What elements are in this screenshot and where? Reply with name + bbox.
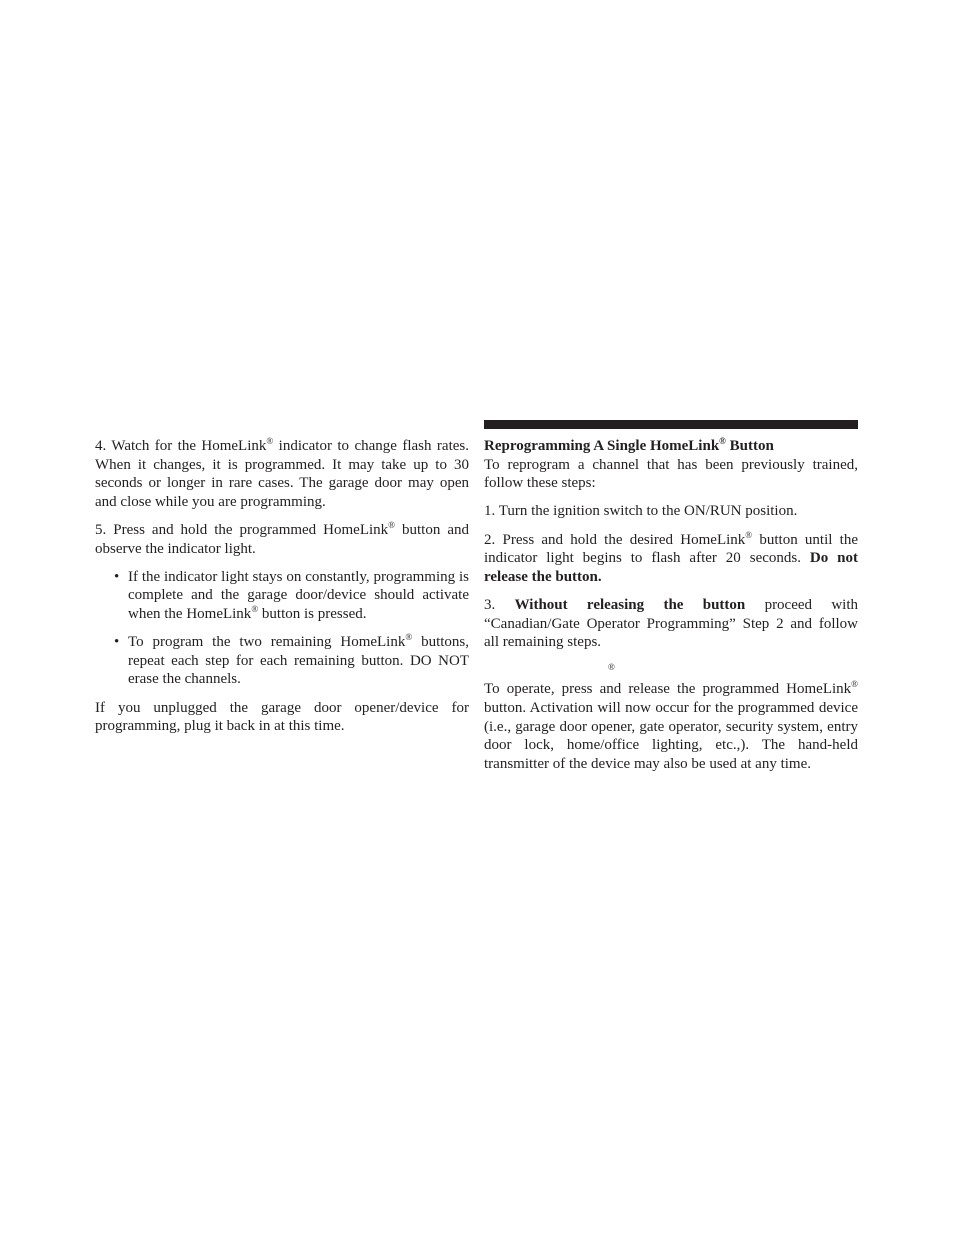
bullet-list (95, 568, 469, 689)
operate-paragraph: To operate, press and release the programmed HomeLink® button. Activation will now occur for the programmed device (i.e., garage door opener, gate operator, security system, entry door lock, home/office lighting, etc.,). The hand-held transmitter of the device may also be used at any time. (484, 679, 858, 772)
subheading-registered-mark: ® (608, 662, 615, 673)
step-2-paragraph: 2. Press and hold the desired HomeLink® button until the indicator light begins to flash after 20 seconds. Do not release the button. (484, 529, 858, 585)
intro-paragraph: To reprogram a channel that has been previously trained, follow these steps: (484, 456, 858, 492)
step-3-paragraph: 3. Without releasing the button proceed with “Canadian/Gate Operator Programming” Step 2 and follow all remaining steps. (484, 596, 859, 651)
step-4-paragraph: 4. Watch for the HomeLink® indicator to change flash rates. When it changes, it is programmed. It may take up to 30 seconds or longer in rare cases. The garage door may open and close while you are programming. (95, 436, 469, 510)
unplugged-paragraph: If you unplugged the garage door opener/device for programming, plug it back in at this time. (95, 699, 469, 735)
bullet-item: • To program the two remaining HomeLink® buttons, repeat each step for each remaining button. DO NOT erase the channels. (114, 632, 469, 688)
bullet-item: • If the indicator light stays on constantly, programming is complete and the garage door/device should activate when the HomeLink® button is pressed. (114, 568, 469, 622)
left-column (95, 437, 469, 745)
step-5-paragraph: 5. Press and hold the programmed HomeLink® button and observe the indicator light. (95, 519, 469, 557)
section-heading: Reprogramming A Single HomeLink® Button (484, 436, 774, 454)
right-column (484, 437, 858, 783)
step-1-paragraph: 1. Turn the ignition switch to the ON/RUN position. (484, 503, 798, 520)
section-header-bar (484, 420, 858, 429)
